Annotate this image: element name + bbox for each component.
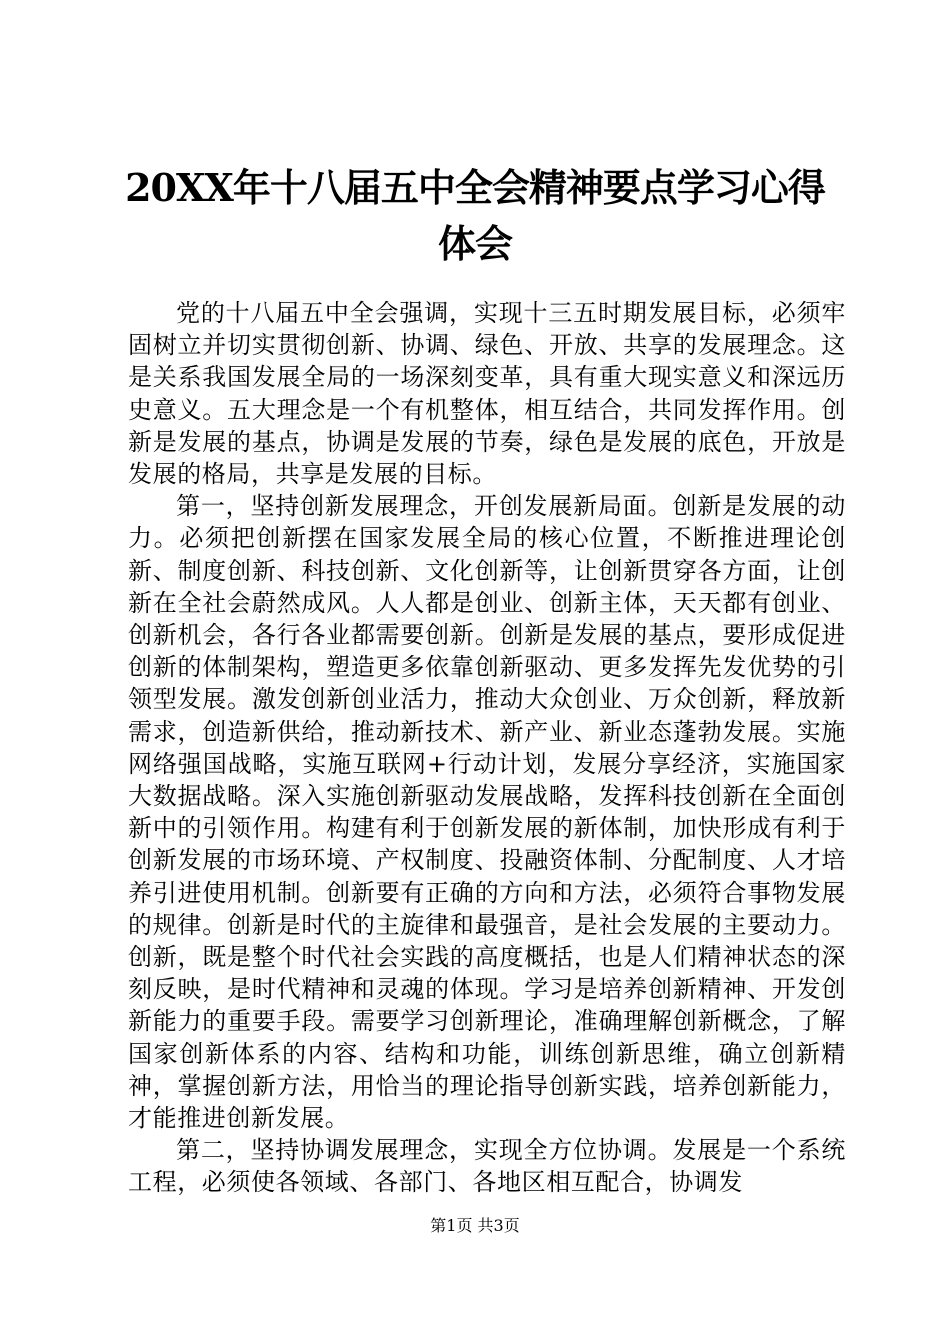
page-footer: 第1页 共3页 [430, 1216, 520, 1235]
document-title: 20XX年十八届五中全会精神要点学习心得体会 [125, 165, 825, 266]
paragraph-innovation: 第一，坚持创新发展理念，开创发展新局面。创新是发展的动力。必须把创新摆在国家发展全局的核心位置，不断推进理论创新、制度创新、科技创新、文化创新等，让创新贯穿各方面，让创新在全社会蔚然成风。人人都是创业、创新主体，天天都有创业、创新机会，各行各业都需要创新。创新是发展的基点，要形成促进创新的体制架构，塑造更多依靠创新驱动、更多发挥先发优势的引领型发展。激发创新创业活力，推动大众创业、万众创新，释放新需求，创造新供给，推动新技术、新产业、新业态蓬勃发展。实施网络强国战略，实施互联网+行动计划，发展分享经济，实施国家大数据战略。深入实施创新驱动发展战略，发挥科技创新在全面创新中的引领作用。构建有利于创新发展的新体制，加快形成有利于创新发展的市场环境、产权制度、投融资体制、分配制度、人才培养引进使用机制。创新要有正确的方向和方法，必须符合事物发展的规律。创新是时代的主旋律和最强音，是社会发展的主要动力。创新，既是整个时代社会实践的高度概括，也是人们精神状态的深刻反映，是时代精神和灵魂的体现。学习是培养创新精神、开发创新能力的重要手段。需要学习创新理论，准确理解创新概念，了解国家创新体系的内容、结构和功能，训练创新思维，确立创新精神，掌握创新方法，用恰当的理论指导创新实践，培养创新能力，才能推进创新发展。 [128, 492, 846, 1133]
document-body [128, 297, 846, 1199]
paragraph-intro: 党的十八届五中全会强调，实现十三五时期发展目标，必须牢固树立并切实贯彻创新、协调、绿色、开放、共享的发展理念。这是关系我国发展全局的一场深刻变革，具有重大现实意义和深远历史意义。五大理念是一个有机整体，相互结合，共同发挥作用。创新是发展的基点，协调是发展的节奏，绿色是发展的底色，开放是发展的格局，共享是发展的目标。 [128, 299, 846, 489]
paragraph-coordination: 第二，坚持协调发展理念，实现全方位协调。发展是一个系统工程，必须使各领域、各部门、各地区相互配合，协调发 [128, 1136, 846, 1197]
